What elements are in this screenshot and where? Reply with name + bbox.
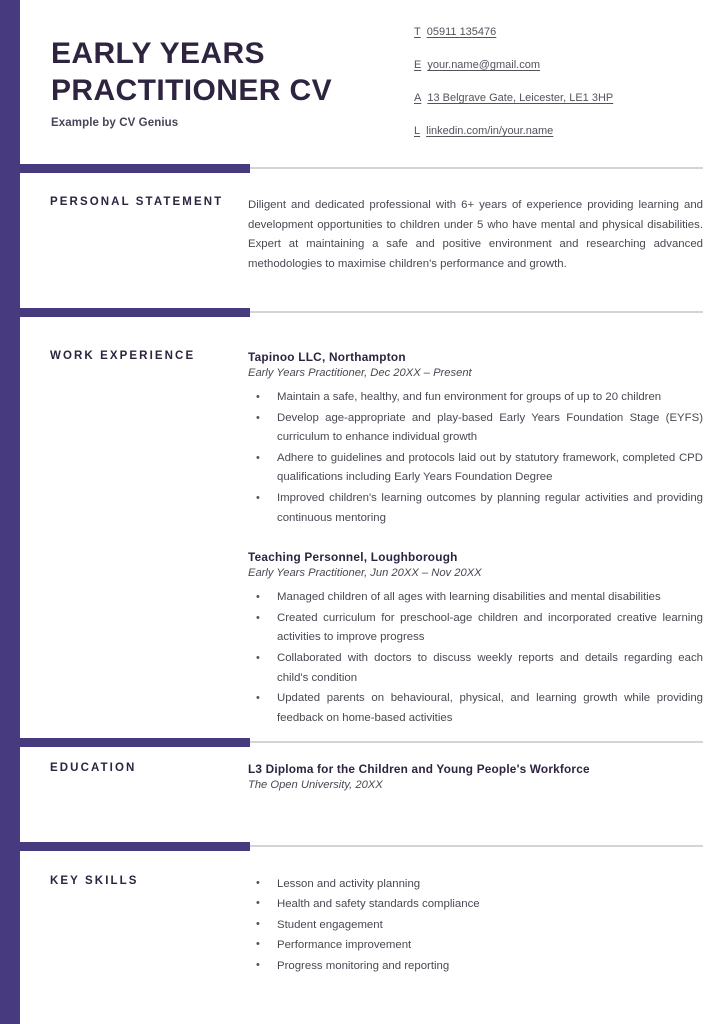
divider-thin-rule: [250, 311, 703, 313]
job-title: Teaching Personnel, Loughborough: [248, 550, 458, 565]
work-experience-content: [248, 350, 703, 730]
job-meta: Early Years Practitioner, Jun 20XX – Nov 20XX: [248, 567, 482, 580]
job-bullet: • Develop age-appropriate and play-based Early Years Foundation Stage (EYFS) curriculum to enhance individual growth: [248, 409, 703, 448]
cv-header: [20, 0, 723, 168]
divider-thin-rule: [250, 845, 703, 847]
cv-subtitle: Example by CV Genius: [51, 117, 179, 130]
personal-statement-content: [248, 196, 703, 274]
job-meta: Early Years Practitioner, Dec 20XX – Present: [248, 367, 472, 379]
section-label-key-skills: KEY SKILLS: [50, 875, 139, 887]
section-label-education: EDUCATION: [50, 762, 137, 774]
job-bullet: • Adhere to guidelines and protocols laid out by statutory framework, completed CPD qualifications including Early Years Foundation Degree: [248, 449, 703, 488]
title-line-2: PRACTITIONER CV: [51, 73, 333, 107]
linkedin-label: L: [414, 125, 421, 137]
contact-details: [414, 26, 714, 158]
divider-personal-statement: [20, 164, 703, 173]
personal-statement-text: Diligent and dedicated professional with 6+ years of experience providing learning and development opportunities to children under 5 who have mental and physical disabilities. Expert at maintaining a safe and positive environment and researching advanced methodologies to maximise children's performance and growth.: [248, 199, 703, 270]
divider-thick-bar: [20, 308, 250, 317]
contact-linkedin: [414, 125, 714, 137]
divider-education: [20, 738, 703, 747]
address-label: A: [414, 92, 422, 104]
divider-thick-bar: [20, 842, 250, 851]
section-label-personal-statement: PERSONAL STATEMENT: [50, 196, 224, 208]
contact-address: [414, 92, 714, 104]
divider-thick-bar: [20, 164, 250, 173]
education-meta: The Open University, 20XX: [248, 779, 383, 791]
title-line-1: EARLY YEARS: [51, 37, 265, 70]
contact-phone: [414, 26, 714, 38]
job-bullet: • Managed children of all ages with learning disabilities and mental disabilities: [248, 588, 703, 608]
email-label: E: [414, 59, 422, 71]
education-title: L3 Diploma for the Children and Young People's Workforce: [248, 762, 590, 776]
job-bullet: • Created curriculum for preschool-age children and incorporated creative learning activities to improve progress: [248, 609, 703, 648]
job-title: Tapinoo LLC, Northampton: [248, 350, 406, 364]
job-bullet: • Improved children's learning outcomes by planning regular activities and providing continuous mentoring: [248, 489, 703, 528]
left-accent-bar: [0, 0, 20, 1024]
divider-work-experience: [20, 308, 703, 317]
skill-item: • Lesson and activity planning: [248, 875, 703, 893]
address-value[interactable]: 13 Belgrave Gate, Leicester, LE1 3HP: [427, 92, 614, 104]
skills-list: [248, 875, 703, 975]
divider-thin-rule: [250, 741, 703, 743]
education-content: [248, 762, 703, 791]
phone-label: T: [414, 26, 421, 38]
skill-item: • Student engagement: [248, 916, 703, 934]
job-entry: [248, 350, 703, 528]
job-bullet: • Updated parents on behavioural, physical, and learning growth while providing feedback on home-based activities: [248, 689, 703, 728]
job-bullet-list: [248, 588, 703, 728]
skill-item: • Progress monitoring and reporting: [248, 957, 703, 975]
contact-email: [414, 59, 714, 71]
divider-key-skills: [20, 842, 703, 851]
phone-value[interactable]: 05911 135476: [426, 26, 497, 38]
job-bullet: • Maintain a safe, healthy, and fun environment for groups of up to 20 children: [248, 388, 703, 408]
job-entry: [248, 550, 703, 728]
divider-thin-rule: [250, 167, 703, 169]
page-title: [51, 36, 411, 109]
job-bullet-list: [248, 388, 703, 528]
name-block: [51, 36, 411, 129]
job-bullet: • Collaborated with doctors to discuss weekly reports and details regarding each child's condition: [248, 649, 703, 688]
email-value[interactable]: your.name@gmail.com: [427, 59, 540, 71]
skill-item: • Performance improvement: [248, 936, 703, 954]
section-label-work-experience: WORK EXPERIENCE: [50, 350, 196, 362]
skill-item: • Health and safety standards compliance: [248, 895, 703, 913]
key-skills-content: [248, 875, 703, 977]
linkedin-value[interactable]: linkedin.com/in/your.name: [426, 125, 554, 137]
divider-thick-bar: [20, 738, 250, 747]
